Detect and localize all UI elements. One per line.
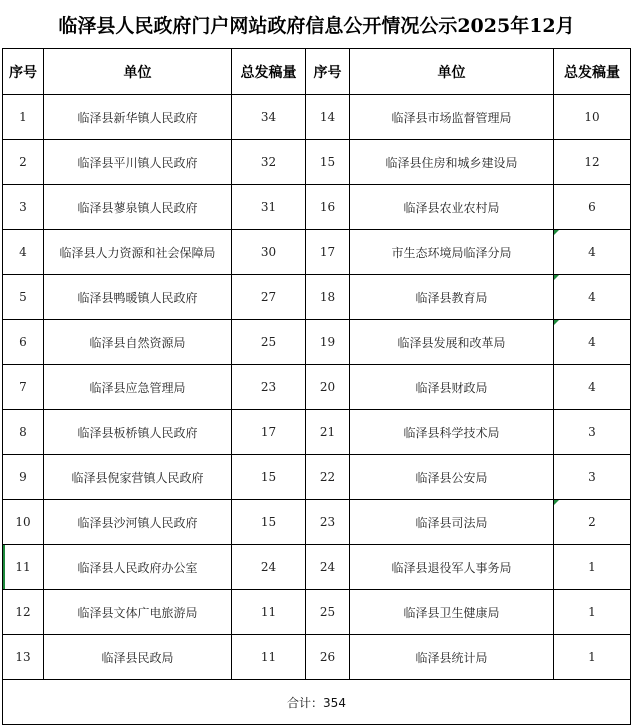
cell-count-left[interactable]: 15 [232,500,306,545]
cell-count-left[interactable]: 11 [232,590,306,635]
cell-unit-right[interactable]: 临泽县教育局 [350,275,554,320]
cell-seq-right[interactable]: 23 [306,500,350,545]
cell-seq-left[interactable]: 1 [3,95,44,140]
table-row [3,275,631,320]
cell-seq-right[interactable]: 19 [306,320,350,365]
cell-seq-left[interactable]: 5 [3,275,44,320]
table-row [3,500,631,545]
cell-unit-right[interactable]: 临泽县退役军人事务局 [350,545,554,590]
cell-count-left[interactable]: 32 [232,140,306,185]
cell-unit-left[interactable]: 临泽县鸭暖镇人民政府 [44,275,232,320]
cell-seq-left[interactable]: 13 [3,635,44,680]
table-header-row [3,49,631,95]
cell-unit-left[interactable]: 临泽县人力资源和社会保障局 [44,230,232,275]
cell-unit-right[interactable]: 临泽县司法局 [350,500,554,545]
cell-unit-right[interactable]: 临泽县公安局 [350,455,554,500]
cell-unit-right[interactable]: 临泽县农业农村局 [350,185,554,230]
table-row [3,545,631,590]
cell-count-right[interactable]: 1 [554,545,631,590]
header-count-left[interactable]: 总发稿量 [232,49,306,95]
table-row [3,455,631,500]
cell-count-left[interactable]: 25 [232,320,306,365]
table-row [3,185,631,230]
cell-count-left[interactable]: 27 [232,275,306,320]
page-title: 临泽县人民政府门户网站政府信息公开情况公示2025年12月 [58,14,575,37]
cell-unit-right[interactable]: 临泽县市场监督管理局 [350,95,554,140]
table-row [3,230,631,275]
cell-seq-right[interactable]: 20 [306,365,350,410]
cell-unit-right[interactable]: 临泽县统计局 [350,635,554,680]
table-row [3,365,631,410]
cell-seq-left[interactable]: 4 [3,230,44,275]
cell-count-right[interactable]: 4 [554,230,631,275]
cell-count-right[interactable]: 4 [554,275,631,320]
cell-seq-left[interactable]: 9 [3,455,44,500]
cell-count-left[interactable]: 23 [232,365,306,410]
cell-count-left[interactable]: 34 [232,95,306,140]
cell-unit-left[interactable]: 临泽县人民政府办公室 [44,545,232,590]
cell-seq-left[interactable]: 12 [3,590,44,635]
cell-seq-left[interactable]: 3 [3,185,44,230]
cell-seq-left[interactable]: 6 [3,320,44,365]
table-row [3,320,631,365]
cell-count-right[interactable]: 4 [554,320,631,365]
cell-seq-right[interactable]: 24 [306,545,350,590]
cell-seq-right[interactable]: 15 [306,140,350,185]
cell-unit-left[interactable]: 临泽县民政局 [44,635,232,680]
cell-count-right[interactable]: 2 [554,500,631,545]
cell-unit-left[interactable]: 临泽县倪家营镇人民政府 [44,455,232,500]
disclosure-table [2,48,631,725]
cell-count-left[interactable]: 15 [232,455,306,500]
cell-seq-left[interactable]: 8 [3,410,44,455]
cell-seq-right[interactable]: 16 [306,185,350,230]
cell-unit-right[interactable]: 临泽县卫生健康局 [350,590,554,635]
cell-seq-right[interactable]: 17 [306,230,350,275]
cell-seq-right[interactable]: 14 [306,95,350,140]
cell-seq-right[interactable]: 21 [306,410,350,455]
cell-unit-left[interactable]: 临泽县应急管理局 [44,365,232,410]
table-row [3,140,631,185]
cell-count-right[interactable]: 1 [554,590,631,635]
cell-unit-left[interactable]: 临泽县文体广电旅游局 [44,590,232,635]
cell-unit-right[interactable]: 临泽县财政局 [350,365,554,410]
table-row [3,635,631,680]
cell-seq-left[interactable]: 2 [3,140,44,185]
table-row [3,590,631,635]
cell-count-left[interactable]: 31 [232,185,306,230]
table-row [3,95,631,140]
cell-unit-left[interactable]: 临泽县平川镇人民政府 [44,140,232,185]
cell-seq-right[interactable]: 25 [306,590,350,635]
cell-count-right[interactable]: 10 [554,95,631,140]
cell-unit-right[interactable]: 市生态环境局临泽分局 [350,230,554,275]
cell-unit-right[interactable]: 临泽县住房和城乡建设局 [350,140,554,185]
cell-seq-left[interactable]: 11 [3,545,44,590]
cell-unit-left[interactable]: 临泽县板桥镇人民政府 [44,410,232,455]
cell-unit-left[interactable]: 临泽县蓼泉镇人民政府 [44,185,232,230]
header-unit-left[interactable]: 单位 [44,49,232,95]
cell-count-left[interactable]: 17 [232,410,306,455]
cell-seq-left[interactable]: 7 [3,365,44,410]
cell-unit-left[interactable]: 临泽县自然资源局 [44,320,232,365]
cell-unit-left[interactable]: 临泽县新华镇人民政府 [44,95,232,140]
header-count-right[interactable]: 总发稿量 [554,49,631,95]
cell-count-left[interactable]: 24 [232,545,306,590]
cell-count-left[interactable]: 30 [232,230,306,275]
cell-count-left[interactable]: 11 [232,635,306,680]
table-row [3,410,631,455]
cell-seq-right[interactable]: 18 [306,275,350,320]
total-cell[interactable]: 合计：354 [3,680,631,725]
cell-count-right[interactable]: 4 [554,365,631,410]
cell-unit-right[interactable]: 临泽县发展和改革局 [350,320,554,365]
cell-count-right[interactable]: 3 [554,455,631,500]
cell-count-right[interactable]: 12 [554,140,631,185]
cell-count-right[interactable]: 6 [554,185,631,230]
header-seq-left[interactable]: 序号 [3,49,44,95]
cell-seq-left[interactable]: 10 [3,500,44,545]
cell-seq-right[interactable]: 22 [306,455,350,500]
cell-unit-left[interactable]: 临泽县沙河镇人民政府 [44,500,232,545]
cell-count-right[interactable]: 3 [554,410,631,455]
cell-count-right[interactable]: 1 [554,635,631,680]
cell-unit-right[interactable]: 临泽县科学技术局 [350,410,554,455]
cell-seq-right[interactable]: 26 [306,635,350,680]
header-seq-right[interactable]: 序号 [306,49,350,95]
total-row [3,680,631,725]
header-unit-right[interactable]: 单位 [350,49,554,95]
